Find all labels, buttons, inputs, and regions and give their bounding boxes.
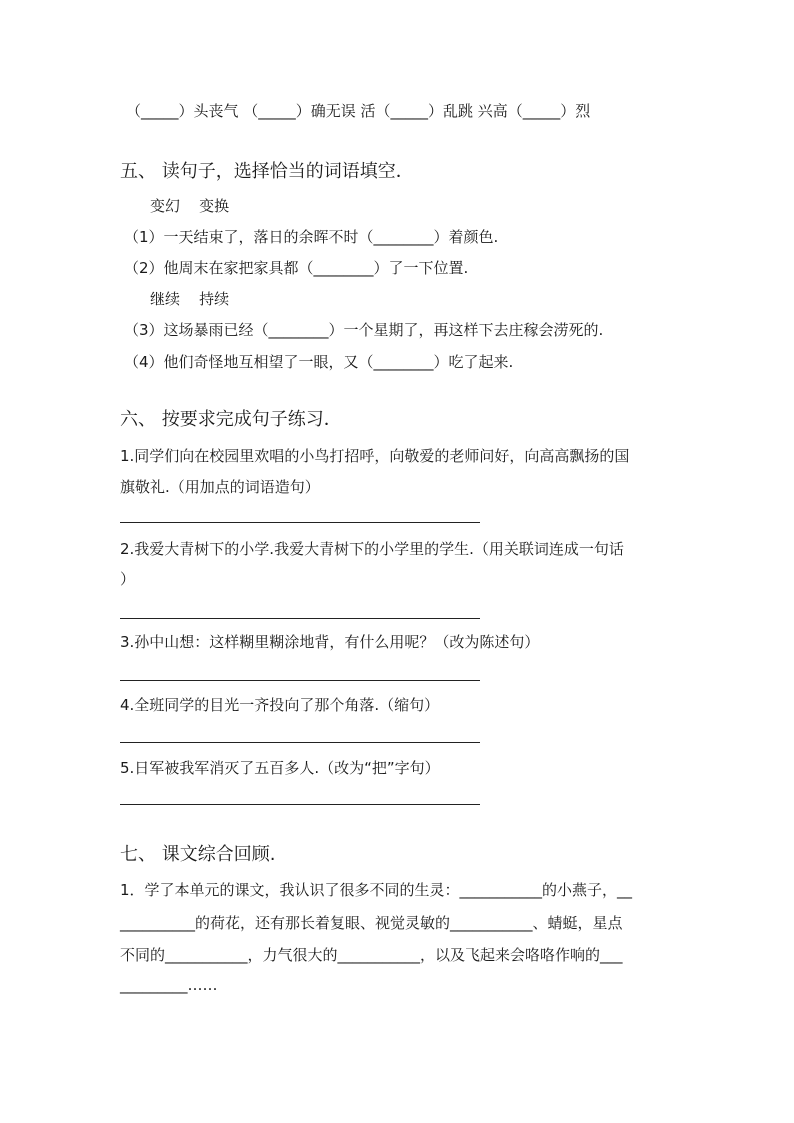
section-5-q2: （2）他周末在家把家具都（________）了一下位置. xyxy=(124,259,469,277)
word-choice-group-2: 继续 持续 xyxy=(150,290,230,308)
answer-line-1[interactable] xyxy=(120,522,480,523)
section-7-q1-line1: 1．学了本单元的课文，我认识了很多不同的生灵：___________的小燕子，__ xyxy=(120,881,633,899)
word-choice-group-1: 变幻 变换 xyxy=(150,197,230,215)
answer-line-2[interactable] xyxy=(120,618,480,619)
section-6-q5: 5.日军被我军消灭了五百多人.（改为“把”字句） xyxy=(120,759,440,777)
section-6-q4: 4.全班同学的目光一齐投向了那个角落.（缩句） xyxy=(120,696,440,714)
section-6-q2-line2: ） xyxy=(120,570,136,588)
section-5-title: 五、 读句子，选择恰当的词语填空． xyxy=(120,161,414,182)
section-6-title: 六、 按要求完成句子练习． xyxy=(120,409,342,430)
section-7-title: 七、 课文综合回顾. xyxy=(120,844,276,865)
section-7-q1-line4: _________…… xyxy=(120,976,218,994)
answer-line-5[interactable] xyxy=(120,804,480,805)
section-6-q1-line2: 旗敬礼.（用加点的词语造句） xyxy=(120,478,320,496)
section-5-q4: （4）他们奇怪地互相望了一眼，又（________）吃了起来. xyxy=(124,353,514,371)
section-5-q3: （3）这场暴雨已经（________）一个星期了，再这样下去庄稼会涝死的. xyxy=(124,321,604,339)
section-7-q1-line2: __________的荷花，还有那长着复眼、视觉灵敏的___________、蜻蜓，星点 xyxy=(120,914,623,932)
section-6-q1-line1: 1.同学们向在校园里欢唱的小鸟打招呼，向敬爱的老师问好，向高高飘扬的国 xyxy=(120,447,630,465)
section-5-q1: （1）一天结束了，落日的余晖不时（________）着颜色. xyxy=(124,228,499,246)
section-6-q3: 3.孙中山想：这样糊里糊涂地背，有什么用呢？（改为陈述句） xyxy=(120,633,540,651)
idiom-fill-line: （_____）头丧气 （_____）确无误 活（_____）乱跳 兴高（_____）烈 xyxy=(126,102,591,120)
section-6-q2-line1: 2.我爱大青树下的小学.我爱大青树下的小学里的学生.（用关联词连成一句话 xyxy=(120,540,624,558)
section-7-q1-line3: 不同的___________，力气很大的___________，以及飞起来会咯咯作响的___ xyxy=(120,946,623,964)
answer-line-3[interactable] xyxy=(120,680,480,681)
answer-line-4[interactable] xyxy=(120,742,480,743)
